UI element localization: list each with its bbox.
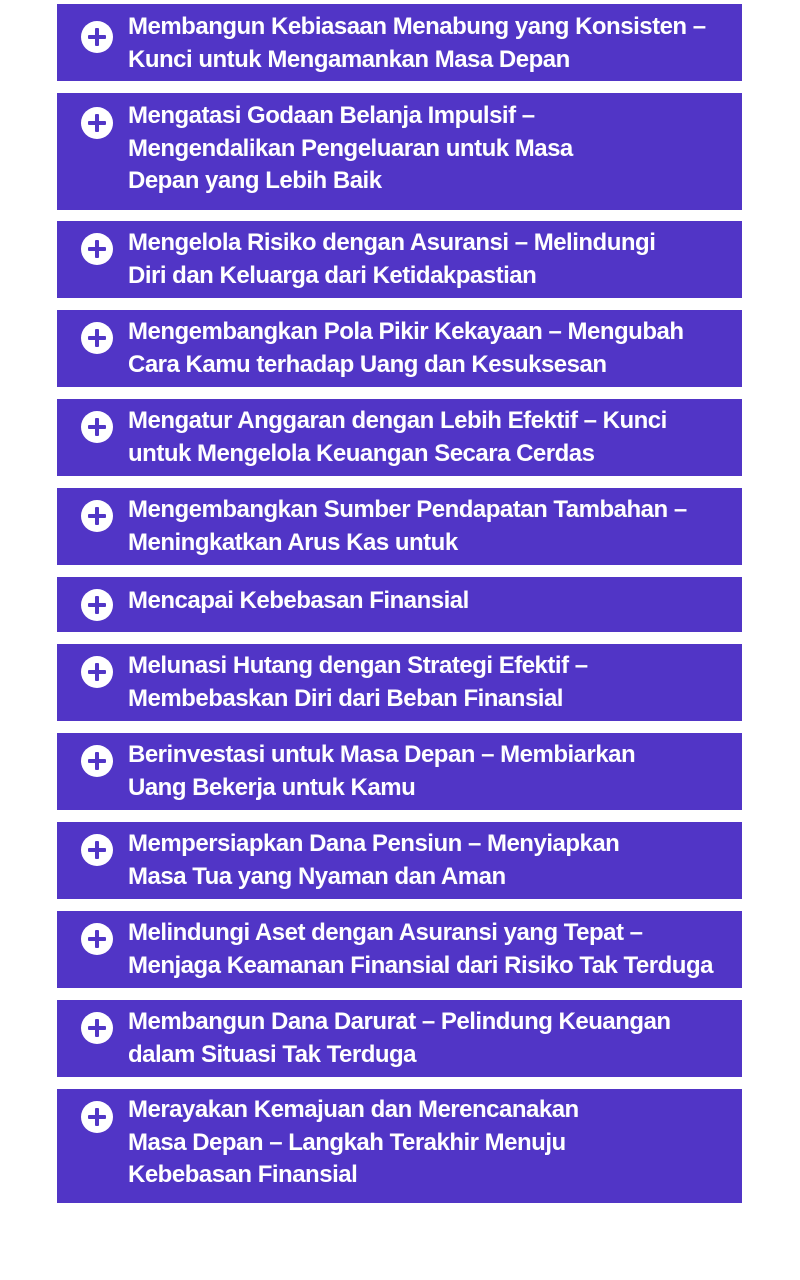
- plus-circle-icon[interactable]: [81, 21, 113, 53]
- accordion-item-title: Membangun Kebiasaan Menabung yang Konsisten – Kunci untuk Mengamankan Masa Depan: [128, 13, 706, 73]
- accordion-item-title: Mempersiapkan Dana Pensiun – Menyiapkan Masa Tua yang Nyaman dan Aman: [128, 830, 620, 890]
- plus-circle-icon[interactable]: [81, 500, 113, 532]
- accordion-item-title: Mencapai Kebebasan Finansial: [128, 587, 469, 614]
- accordion-item-6[interactable]: [57, 488, 742, 565]
- plus-circle-icon[interactable]: [81, 322, 113, 354]
- plus-circle-icon[interactable]: [81, 1101, 113, 1133]
- accordion-item-title: Mengatur Anggaran dengan Lebih Efektif – Kunci untuk Mengelola Keuangan Secara Cerdas: [128, 407, 667, 467]
- accordion-item-12[interactable]: [57, 1000, 742, 1077]
- accordion-item-title: Berinvestasi untuk Masa Depan – Membiarkan Uang Bekerja untuk Kamu: [128, 741, 636, 801]
- plus-circle-icon[interactable]: [81, 107, 113, 139]
- accordion-item-2[interactable]: [57, 93, 742, 210]
- plus-circle-icon[interactable]: [81, 411, 113, 443]
- accordion-item-13[interactable]: [57, 1089, 742, 1203]
- accordion-item-9[interactable]: [57, 733, 742, 810]
- accordion-item-title: Mengatasi Godaan Belanja Impulsif – Mengendalikan Pengeluaran untuk Masa Depan yang Lebih Baik: [128, 102, 573, 194]
- accordion-item-7[interactable]: [57, 577, 742, 632]
- accordion-item-title: Mengembangkan Sumber Pendapatan Tambahan – Meningkatkan Arus Kas untuk: [128, 496, 687, 556]
- accordion-item-title: Melindungi Aset dengan Asuransi yang Tepat – Menjaga Keamanan Finansial dari Risiko Tak Terduga: [128, 919, 713, 979]
- accordion-item-title: Mengembangkan Pola Pikir Kekayaan – Mengubah Cara Kamu terhadap Uang dan Kesuksesan: [128, 318, 684, 378]
- accordion-item-1[interactable]: [57, 4, 742, 81]
- plus-circle-icon[interactable]: [81, 589, 113, 621]
- plus-circle-icon[interactable]: [81, 233, 113, 265]
- accordion-item-title: Mengelola Risiko dengan Asuransi – Melindungi Diri dan Keluarga dari Ketidakpastian: [128, 229, 656, 289]
- accordion-item-10[interactable]: [57, 822, 742, 899]
- accordion-item-8[interactable]: [57, 644, 742, 721]
- plus-circle-icon[interactable]: [81, 745, 113, 777]
- accordion-item-title: Melunasi Hutang dengan Strategi Efektif – Membebaskan Diri dari Beban Finansial: [128, 652, 588, 712]
- accordion-item-11[interactable]: [57, 911, 742, 988]
- plus-circle-icon[interactable]: [81, 834, 113, 866]
- plus-circle-icon[interactable]: [81, 1012, 113, 1044]
- accordion-item-title: Membangun Dana Darurat – Pelindung Keuangan dalam Situasi Tak Terduga: [128, 1008, 671, 1068]
- accordion-item-3[interactable]: [57, 221, 742, 298]
- plus-circle-icon[interactable]: [81, 923, 113, 955]
- accordion-item-title: Merayakan Kemajuan dan Merencanakan Masa Depan – Langkah Terakhir Menuju Kebebasan Finansial: [128, 1096, 579, 1188]
- accordion-item-4[interactable]: [57, 310, 742, 387]
- accordion-item-5[interactable]: [57, 399, 742, 476]
- plus-circle-icon[interactable]: [81, 656, 113, 688]
